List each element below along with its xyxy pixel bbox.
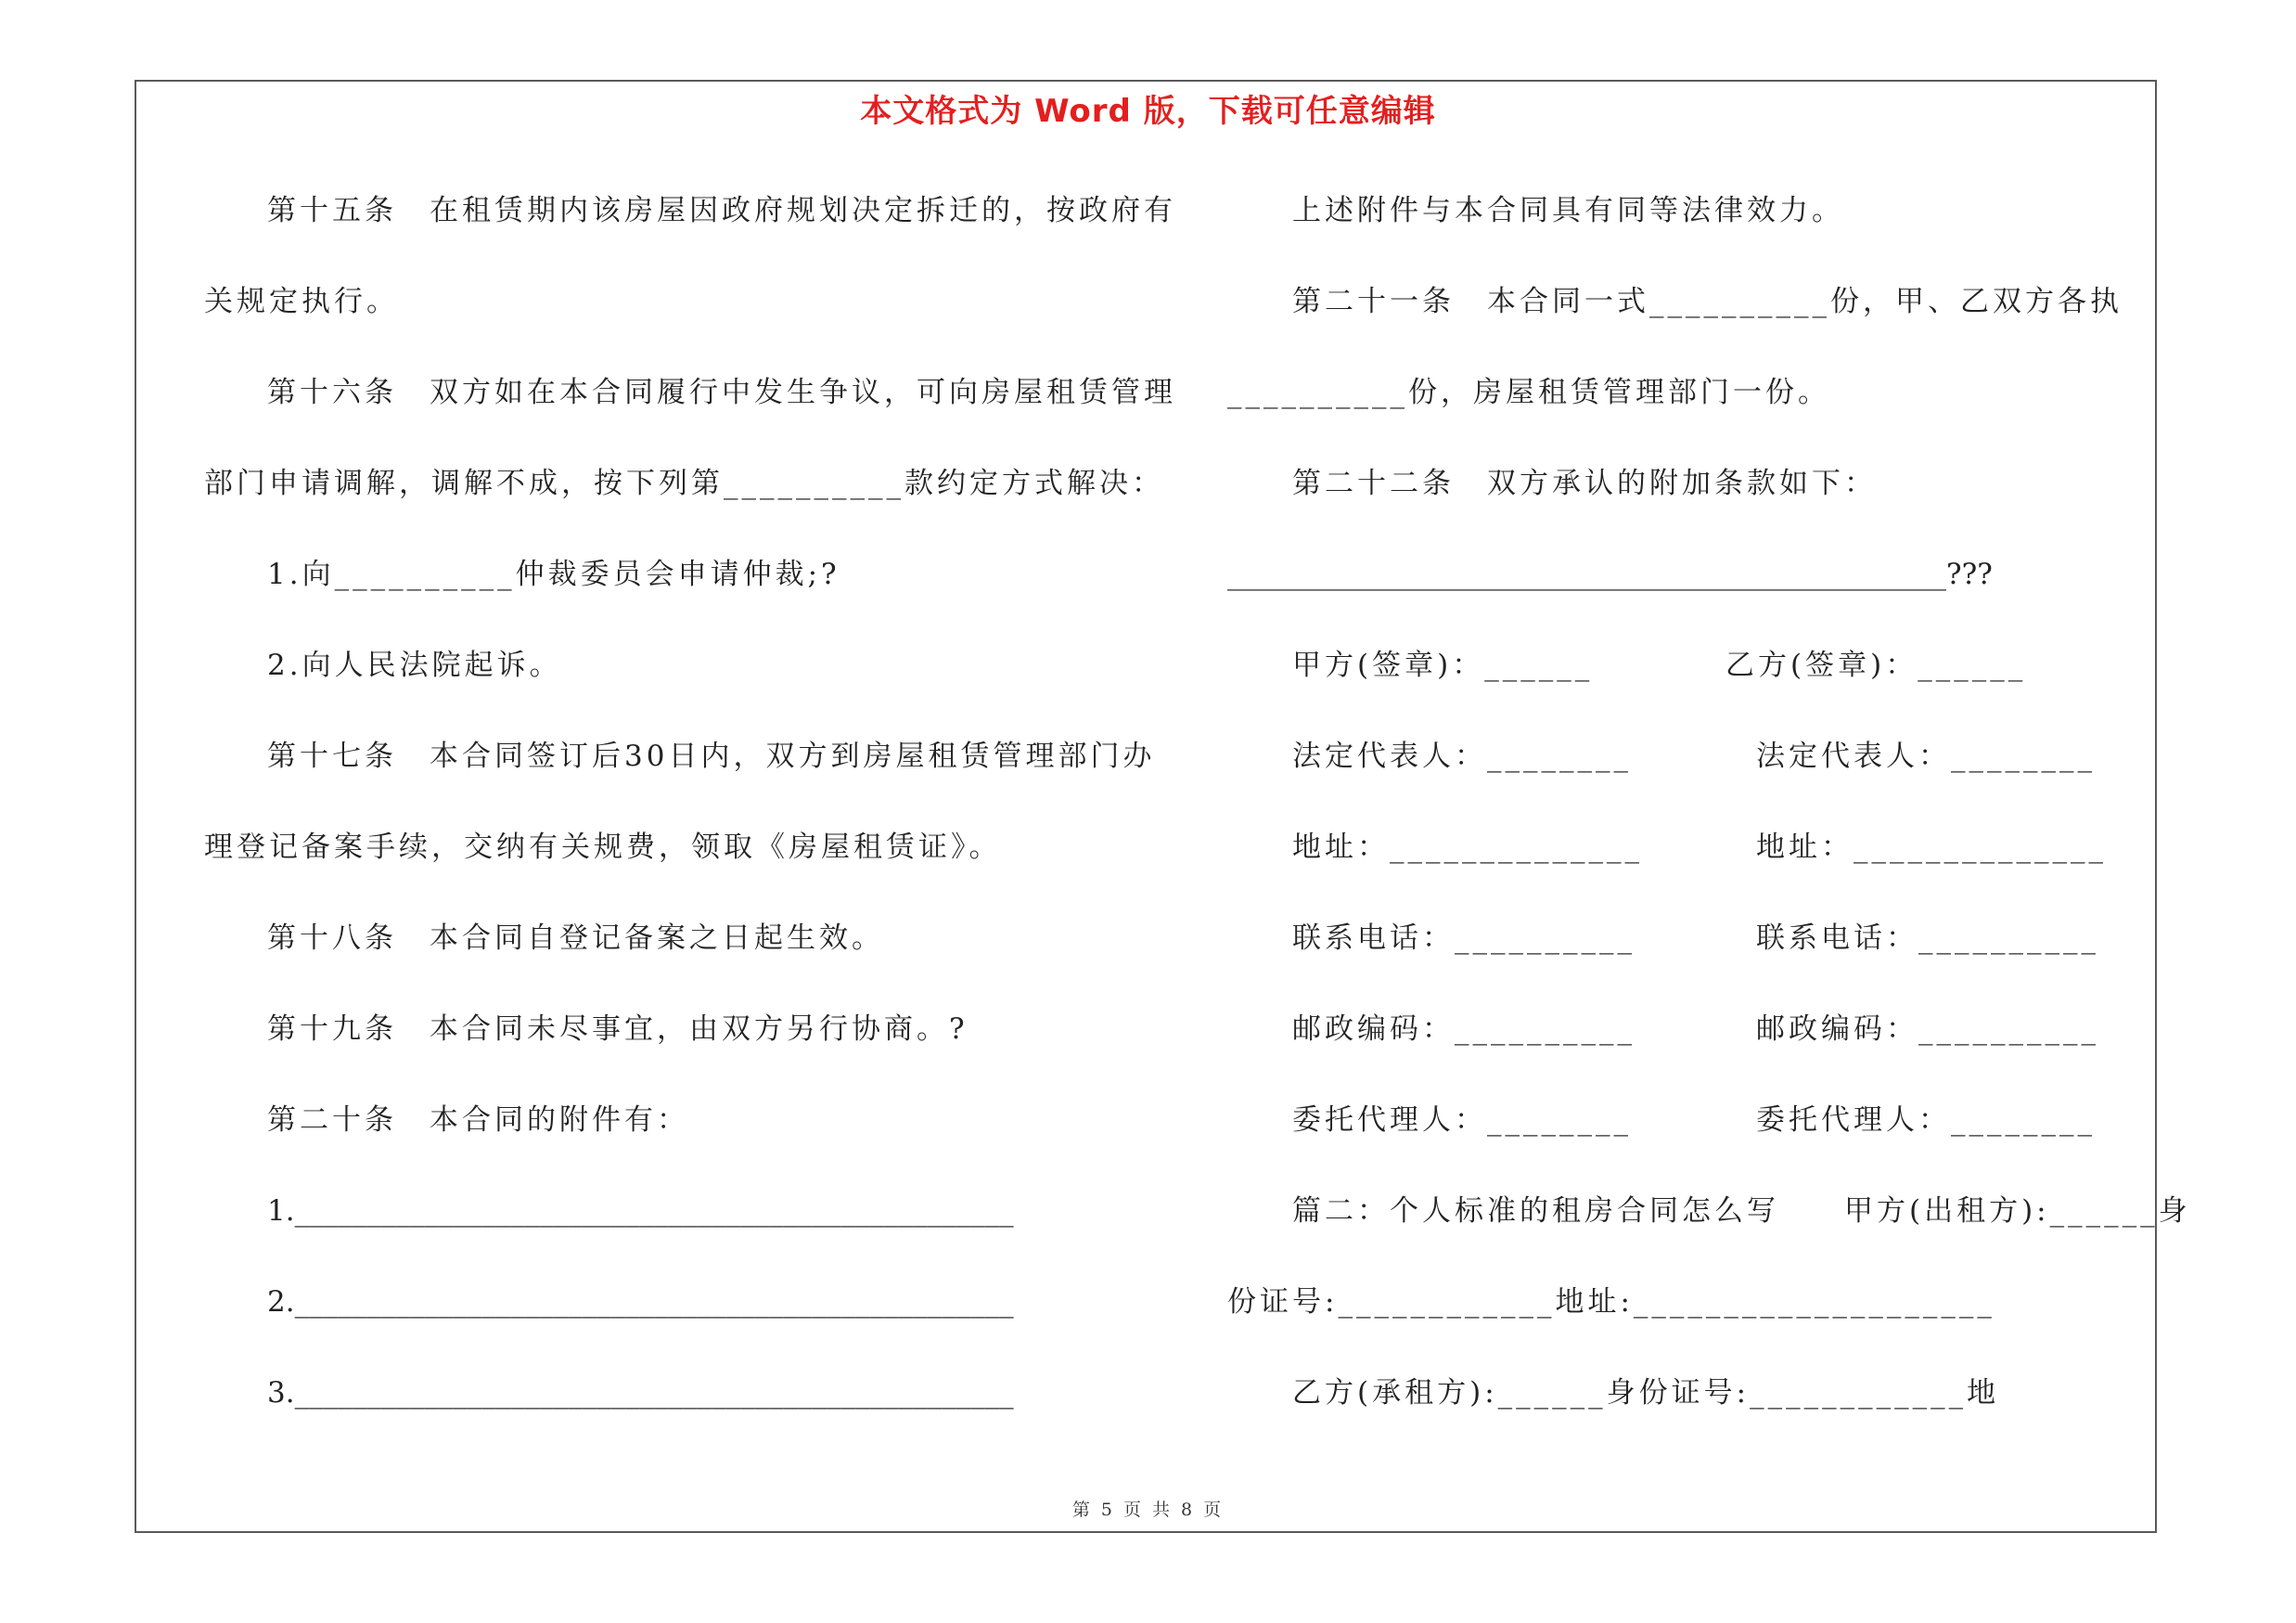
party-b-postcode: 邮政编码：__________ (1756, 1012, 2099, 1046)
party-b-agent: 委托代理人：________ (1756, 1103, 2096, 1137)
party-b-seal: 乙方(签章)：______ (1725, 649, 2027, 682)
clause-17-line-2: 理登记备案手续，交纳有关规费，领取《房屋租赁证》。 (204, 831, 1002, 864)
clause-21-line-2: __________份，房屋租赁管理部门一份。 (1227, 376, 1830, 409)
part-two-heading: 篇二：个人标准的租房合同怎么写 甲方(出租方):______身 (1292, 1194, 2191, 1228)
clause-15-line-2: 关规定执行。 (204, 285, 399, 318)
part-two-lessee: 乙方(承租方):______身份证号:____________地 (1292, 1376, 2000, 1410)
party-b-address: 地址：______________ (1756, 831, 2107, 864)
page-number-footer: 第 5 页 共 8 页 (1071, 1500, 1225, 1520)
part-two-id-address: 份证号:____________地址:____________________ (1227, 1285, 1995, 1319)
clause-20: 第二十条 本合同的附件有： (267, 1103, 689, 1137)
party-a-seal: 甲方(签章)：______ (1292, 649, 1594, 682)
party-a-phone: 联系电话：__________ (1292, 921, 1635, 955)
attachment-2: 2.__________________________________________________ (267, 1285, 1014, 1319)
clause-19: 第十九条 本合同未尽事宜，由双方另行协商。? (267, 1012, 968, 1046)
clause-16-option-1: 1.向__________仲裁委员会申请仲裁;? (267, 558, 840, 591)
party-a-postcode: 邮政编码：__________ (1292, 1012, 1635, 1046)
clause-16-option-2: 2.向人民法院起诉。 (267, 649, 562, 682)
clause-17-line-1: 第十七条 本合同签订后30日内，双方到房屋租赁管理部门办 (267, 740, 1156, 773)
clause-16-line-1: 第十六条 双方如在本合同履行中发生争议，可向房屋租赁管理 (267, 376, 1176, 409)
attachment-1: 1.__________________________________________________ (267, 1194, 1014, 1228)
party-a-address: 地址：______________ (1292, 831, 1643, 864)
word-format-banner: 本文格式为 Word 版，下载可任意编辑 (860, 93, 1436, 130)
clause-21-line-1: 第二十一条 本合同一式__________份，甲、乙双方各执 (1292, 285, 2123, 318)
clause-18: 第十八条 本合同自登记备案之日起生效。 (267, 921, 884, 955)
additional-terms-blank: __________________________________________________??? (1227, 558, 1993, 591)
attachment-validity: 上述附件与本合同具有同等法律效力。 (1292, 194, 1844, 227)
party-a-agent: 委托代理人：________ (1292, 1103, 1632, 1137)
clause-22: 第二十二条 双方承认的附加条款如下： (1292, 467, 1877, 500)
clause-16-line-2: 部门申请调解，调解不成，按下列第__________款约定方式解决： (204, 467, 1164, 500)
party-b-legal-rep: 法定代表人：________ (1756, 740, 2096, 773)
clause-15-line-1: 第十五条 在租赁期内该房屋因政府规划决定拆迁的，按政府有 (267, 194, 1176, 227)
attachment-3: 3.__________________________________________________ (267, 1376, 1014, 1410)
party-a-legal-rep: 法定代表人：________ (1292, 740, 1632, 773)
party-b-phone: 联系电话：__________ (1756, 921, 2099, 955)
